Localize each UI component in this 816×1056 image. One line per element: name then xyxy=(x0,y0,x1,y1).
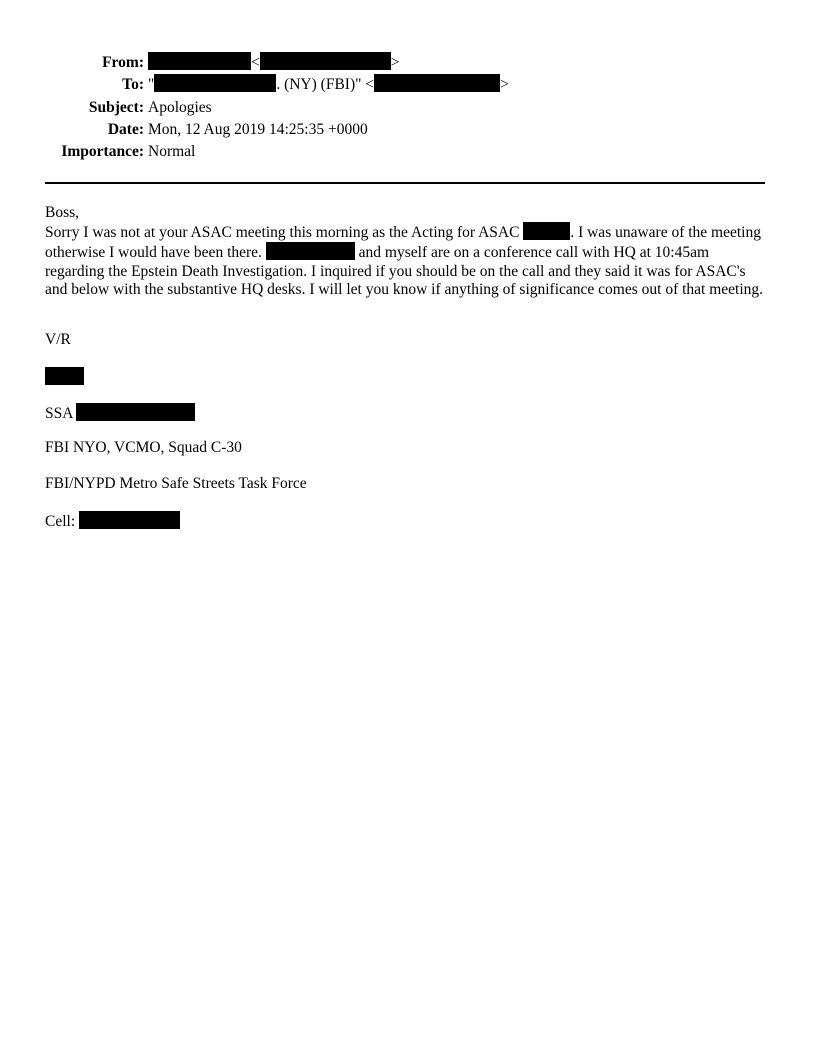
date-label: Date: xyxy=(107,120,144,138)
closing: V/R xyxy=(45,331,71,348)
importance-label: Importance: xyxy=(61,143,144,161)
body-paragraph: Sorry I was not at your ASAC meeting this morning as the Acting for ASAC . I was unaware of the meeting otherwise I would have been there. and myself are on a conference call with HQ at 10:45am regarding the Epstein Death Investigation. I inquired if you should be on the call and they said it was for ASAC's and below with the substantive HQ desks. I will let you know if anything of significance comes out of that meeting. xyxy=(45,224,764,298)
from-value: < > xyxy=(148,52,400,74)
redaction-block xyxy=(76,403,195,421)
header-divider xyxy=(45,182,765,184)
redaction-block xyxy=(45,367,84,385)
subject-value: Apologies xyxy=(148,98,212,116)
redaction-block xyxy=(374,74,500,92)
redaction-block xyxy=(79,511,180,529)
greeting: Boss, xyxy=(45,204,80,221)
to-row xyxy=(0,74,816,96)
email-body xyxy=(45,204,767,299)
signature-cell: Cell: xyxy=(45,511,180,531)
date-row xyxy=(0,119,816,141)
email-header xyxy=(0,52,816,163)
redaction-block xyxy=(148,52,251,70)
redaction-block xyxy=(523,222,570,240)
from-row xyxy=(0,52,816,74)
signature-name xyxy=(45,367,84,387)
redaction-block xyxy=(154,74,276,92)
from-label: From: xyxy=(102,54,144,71)
date-value: Mon, 12 Aug 2019 14:25:35 +0000 xyxy=(148,120,368,138)
importance-row xyxy=(0,141,816,163)
importance-value: Normal xyxy=(148,143,196,161)
redaction-block xyxy=(260,52,391,70)
to-value: " . (NY) (FBI)" < > xyxy=(148,76,509,94)
signature-title: SSA xyxy=(45,403,195,423)
subject-row xyxy=(0,97,816,119)
signature-task-force: FBI/NYPD Metro Safe Streets Task Force xyxy=(45,475,307,492)
subject-label: Subject: xyxy=(88,98,144,116)
to-label: To: xyxy=(122,76,144,94)
redaction-block xyxy=(266,242,355,260)
signature-unit: FBI NYO, VCMO, Squad C-30 xyxy=(45,439,242,456)
